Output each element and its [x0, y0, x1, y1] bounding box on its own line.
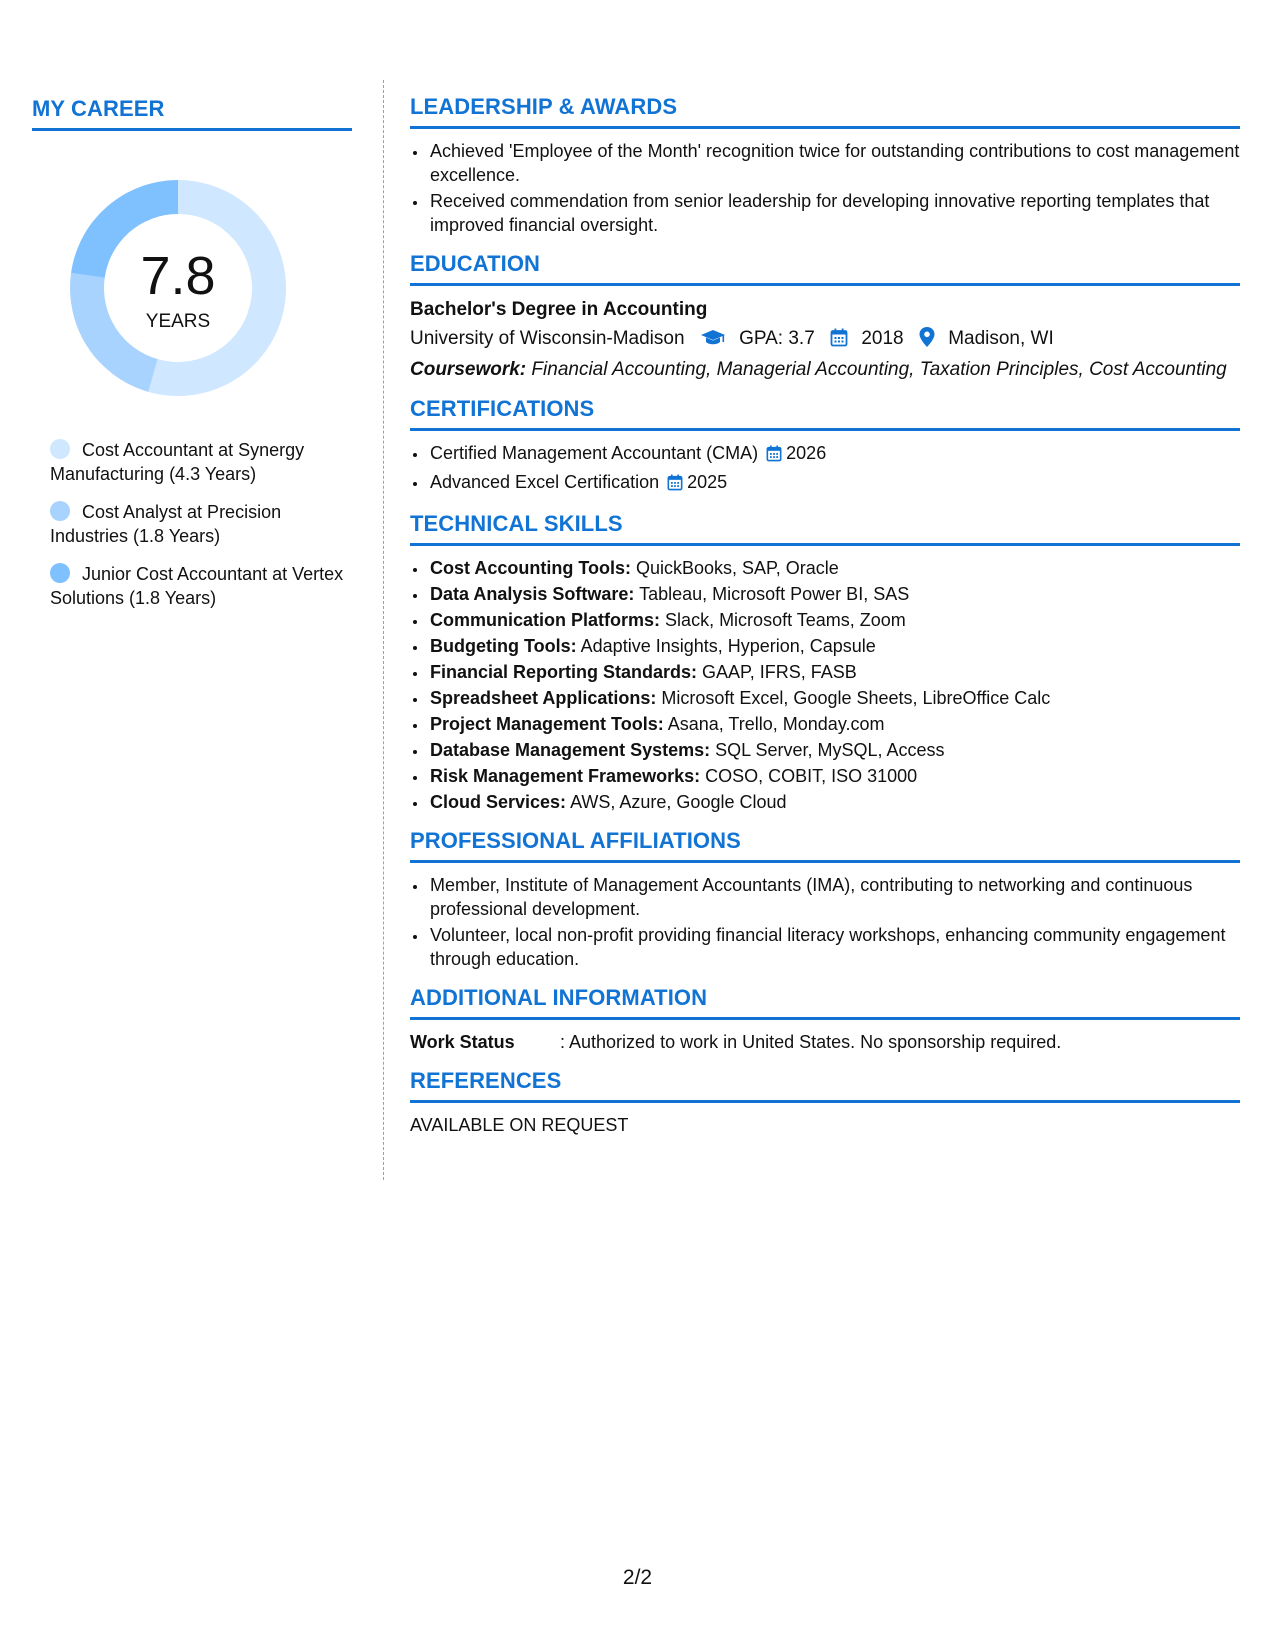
- certifications-title: CERTIFICATIONS: [410, 396, 1240, 431]
- list-item: [428, 582, 1240, 606]
- education-year: 2018: [861, 328, 904, 349]
- career-total-value: 7.8: [140, 246, 216, 306]
- list-item: • Achieved 'Employee of the Month' recognition twice for outstanding contributions to cost management excellence.: [428, 139, 1240, 187]
- calendar-icon: [766, 444, 782, 468]
- list-item: • Received commendation from senior leadership for developing innovative reporting templates that improved financial oversight.: [428, 189, 1240, 237]
- education-coursework: [410, 357, 1240, 382]
- skill-label: Database Management Systems:: [430, 740, 711, 760]
- career-column: [32, 96, 352, 608]
- list-item: [428, 764, 1240, 788]
- additional-section: [410, 985, 1240, 1054]
- certification-year: 2026: [786, 443, 827, 463]
- education-details: [410, 324, 1240, 357]
- skill-value: GAAP, IFRS, FASB: [702, 662, 857, 682]
- skill-label: Data Analysis Software:: [430, 584, 635, 604]
- career-total-unit: YEARS: [145, 311, 211, 332]
- legend-item: [50, 500, 350, 548]
- list-item: [428, 608, 1240, 632]
- skill-label: Risk Management Frameworks:: [430, 766, 701, 786]
- skill-value: AWS, Azure, Google Cloud: [570, 792, 787, 812]
- skill-value: QuickBooks, SAP, Oracle: [636, 558, 839, 578]
- skill-value: SQL Server, MySQL, Access: [715, 740, 945, 760]
- education-title: EDUCATION: [410, 251, 1240, 286]
- calendar-icon: [667, 473, 683, 497]
- affiliations-title: PROFESSIONAL AFFILIATIONS: [410, 828, 1240, 863]
- affiliations-section: [410, 828, 1240, 971]
- education-gpa: GPA: 3.7: [739, 328, 815, 349]
- career-donut-chart: [66, 176, 290, 400]
- legend-item: [50, 562, 350, 610]
- list-item: • Member, Institute of Management Accountants (IMA), contributing to networking and continuous professional development.: [428, 873, 1240, 921]
- skill-label: Budgeting Tools:: [430, 636, 577, 656]
- skills-title: TECHNICAL SKILLS: [410, 511, 1240, 546]
- skill-label: Project Management Tools:: [430, 714, 664, 734]
- calendar-icon: [830, 327, 848, 357]
- coursework-list: Financial Accounting, Managerial Accounting, Taxation Principles, Cost Accounting: [531, 359, 1227, 380]
- skill-value: Tableau, Microsoft Power BI, SAS: [639, 584, 910, 604]
- legend-dot: [50, 439, 70, 459]
- list-item: [428, 441, 1240, 468]
- references-section: [410, 1068, 1240, 1137]
- certification-name: Advanced Excel Certification: [430, 472, 660, 492]
- location-pin-icon: [919, 327, 935, 357]
- work-status-label: Work Status: [410, 1032, 515, 1052]
- certifications-section: [410, 396, 1240, 497]
- column-divider: [383, 80, 384, 1180]
- education-school: University of Wisconsin-Madison: [410, 328, 685, 349]
- references-text: AVAILABLE ON REQUEST: [410, 1115, 629, 1135]
- legend-label: Cost Analyst at Precision Industries (1.8 Years): [50, 502, 282, 546]
- references-title: REFERENCES: [410, 1068, 1240, 1103]
- affiliations-list: [410, 873, 1240, 971]
- legend-item: [50, 438, 350, 486]
- education-section: [410, 251, 1240, 382]
- list-item: • Volunteer, local non-profit providing financial literacy workshops, enhancing community engagement through education.: [428, 923, 1240, 971]
- leadership-title: LEADERSHIP & AWARDS: [410, 94, 1240, 129]
- skill-value: Adaptive Insights, Hyperion, Capsule: [580, 636, 876, 656]
- skill-value: COSO, COBIT, ISO 31000: [705, 766, 918, 786]
- work-status-value: : Authorized to work in United States. No sponsorship required.: [560, 1032, 1062, 1052]
- legend-label: Junior Cost Accountant at Vertex Solutions (1.8 Years): [50, 564, 344, 608]
- skill-value: Microsoft Excel, Google Sheets, LibreOffice Calc: [661, 688, 1051, 708]
- legend-dot: [50, 563, 70, 583]
- skill-label: Communication Platforms:: [430, 610, 661, 630]
- main-column: [410, 94, 1240, 1151]
- legend-dot: [50, 501, 70, 521]
- graduation-cap-icon: [700, 327, 726, 357]
- list-item: [428, 712, 1240, 736]
- leadership-list: [410, 139, 1240, 237]
- page-number: 2/2: [622, 1566, 653, 1589]
- list-item: [428, 556, 1240, 580]
- skill-value: Slack, Microsoft Teams, Zoom: [665, 610, 906, 630]
- skill-value: Asana, Trello, Monday.com: [667, 714, 885, 734]
- education-location: Madison, WI: [948, 328, 1054, 349]
- skill-label: Cloud Services:: [430, 792, 567, 812]
- career-title: MY CAREER: [32, 96, 352, 131]
- legend-label: Cost Accountant at Synergy Manufacturing (4.3 Years): [50, 440, 305, 484]
- coursework-label: Coursework:: [410, 359, 527, 380]
- certifications-list: [410, 441, 1240, 497]
- skills-list: [410, 556, 1240, 814]
- additional-title: ADDITIONAL INFORMATION: [410, 985, 1240, 1020]
- skills-section: [410, 511, 1240, 814]
- education-degree: Bachelor's Degree in Accounting: [410, 299, 708, 320]
- list-item: [428, 738, 1240, 762]
- list-item: [428, 634, 1240, 658]
- list-item: [428, 790, 1240, 814]
- certification-year: 2025: [687, 472, 728, 492]
- career-legend: [50, 438, 350, 624]
- list-item: [428, 470, 1240, 497]
- leadership-section: [410, 94, 1240, 237]
- skill-label: Cost Accounting Tools:: [430, 558, 631, 578]
- skill-label: Spreadsheet Applications:: [430, 688, 657, 708]
- list-item: [428, 660, 1240, 684]
- list-item: [428, 686, 1240, 710]
- certification-name: Certified Management Accountant (CMA): [430, 443, 759, 463]
- work-status-row: [410, 1030, 1240, 1054]
- skill-label: Financial Reporting Standards:: [430, 662, 698, 682]
